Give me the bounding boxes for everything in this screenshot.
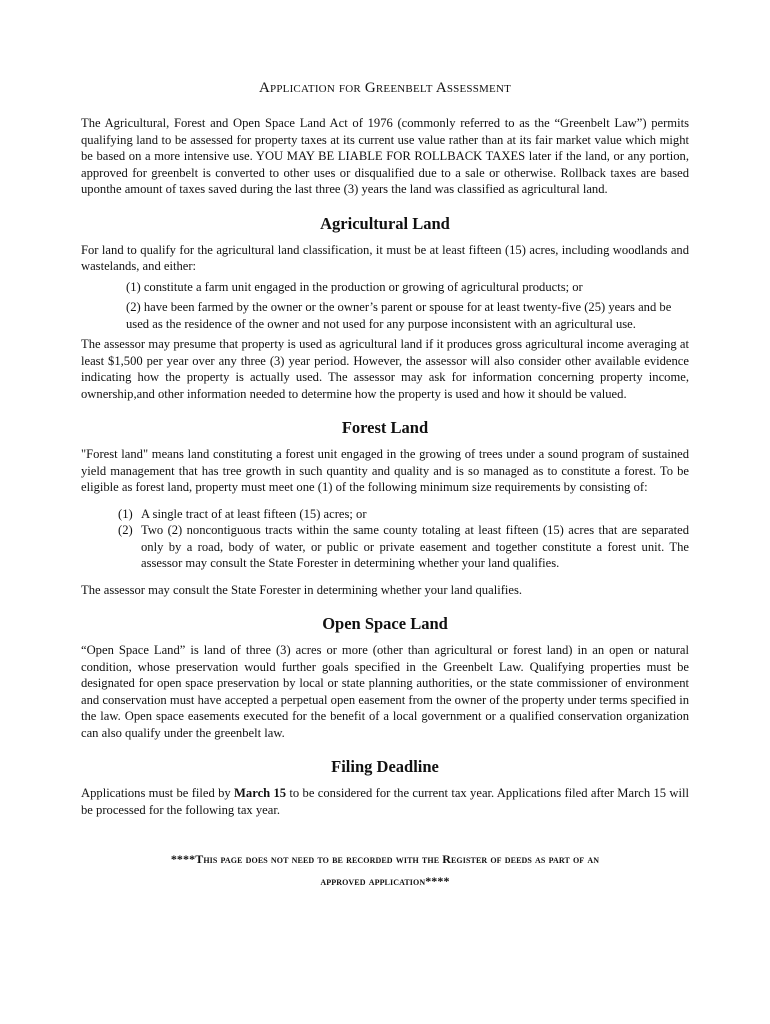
recording-notice-line-1: ****This page does not need to be recorded with the Register of deeds as part of an (170, 852, 600, 866)
forest-requirement-1-number: (1) (118, 506, 133, 521)
forest-requirement-2-number: (2) (118, 523, 133, 537)
forest-requirements-list (81, 506, 689, 572)
forest-requirement-2 (118, 522, 689, 572)
filing-text-before-date: Applications must be filed by (81, 786, 235, 800)
intro-paragraph: The Agricultural, Forest and Open Space Land Act of 1976 (commonly referred to as the “Greenbelt Law”) permits qualifying land to be assessed for property taxes at its current use value rather than at its fair market value which might be based on a more intensive use. YOU MAY BE LIABLE FOR ROLLBACK TAXES later if the land, or any portion, approved for greenbelt is converted to other uses or disqualified due to a sale or otherwise. Rollback taxes are based uponthe amount of taxes saved during the last three (3) years the land was classified as agricultural land. (81, 116, 689, 196)
agricultural-lead-paragraph: For land to qualify for the agricultural land classification, it must be at least fifteen (15) acres, including woodlands and wastelands, and either: (81, 242, 689, 273)
filing-text-after-date: to be considered for the current tax year. Applications filed after March 15 will be processed for the following tax year. (81, 786, 689, 817)
open-space-land-heading: Open Space Land (322, 614, 448, 633)
forest-requirement-1-text: A single tract of at least fifteen (15) acres; or (141, 506, 367, 521)
forest-land-heading: Forest Land (341, 418, 429, 437)
forest-closing-paragraph: The assessor may consult the State Forester in determining whether your land qualifies. (81, 582, 523, 597)
open-space-paragraph: “Open Space Land” is land of three (3) acres or more (other than agricultural or forest land) in an open or natural condition, whose preservation would further goals specified in the Greenbelt Law. Qualifying properties must be designated for open space preservation by local or state planning authorities, or the state commissioner of environment and conservation must have accepted a perpetual open easement from the owner of the property under terms specified in the law. Open space easements executed for the benefit of a local government or a qualified conservation organization can also qualify under the greenbelt law. (81, 643, 689, 740)
forest-requirement-2-text: Two (2) noncontiguous tracts within the same county totaling at least fifteen (15) acres that are separated only by a road, body of water, or public or private easement and together constitute a forest unit. The assessor may consult the State Forester in determining whether your land qualifies. (141, 523, 689, 570)
recording-notice (81, 848, 689, 892)
forest-requirement-1 (118, 506, 689, 523)
agricultural-land-heading: Agricultural Land (320, 213, 450, 233)
filing-deadline-heading: Filing Deadline (331, 757, 439, 776)
document-content (81, 78, 689, 892)
recording-notice-line-2: approved application**** (320, 874, 450, 888)
filing-deadline-date: March 15 (234, 786, 287, 800)
agricultural-condition-1: (1) constitute a farm unit engaged in the production or growing of agricultural products; or (126, 279, 583, 294)
filing-deadline-paragraph (81, 785, 689, 818)
agricultural-condition-2: (2) have been farmed by the owner or the owner’s parent or spouse for at least twenty-five (25) years and be used as the residence of the owner and not used for any purpose inconsistent with an agricultural use. (126, 300, 672, 331)
agricultural-body-paragraph: The assessor may presume that property is used as agricultural land if it produces gross agricultural income averaging at least $1,500 per year over any three (3) year period. However, the assessor will also consider other available evidence indicating how the property is actually used. The assessor may ask for information concerning property income, ownership,and other information needed to determine how the property is used and how it should be valued. (81, 337, 689, 401)
document-title: Application for Greenbelt Assessment (258, 80, 512, 96)
forest-lead-paragraph: "Forest land" means land constituting a forest unit engaged in the growing of trees under a sound program of sustained yield management that has tree growth in such quantity and quality and is so managed as to constitute a forest. To be eligible as forest land, property must meet one (1) of the following minimum size requirements by consisting of: (81, 447, 689, 494)
